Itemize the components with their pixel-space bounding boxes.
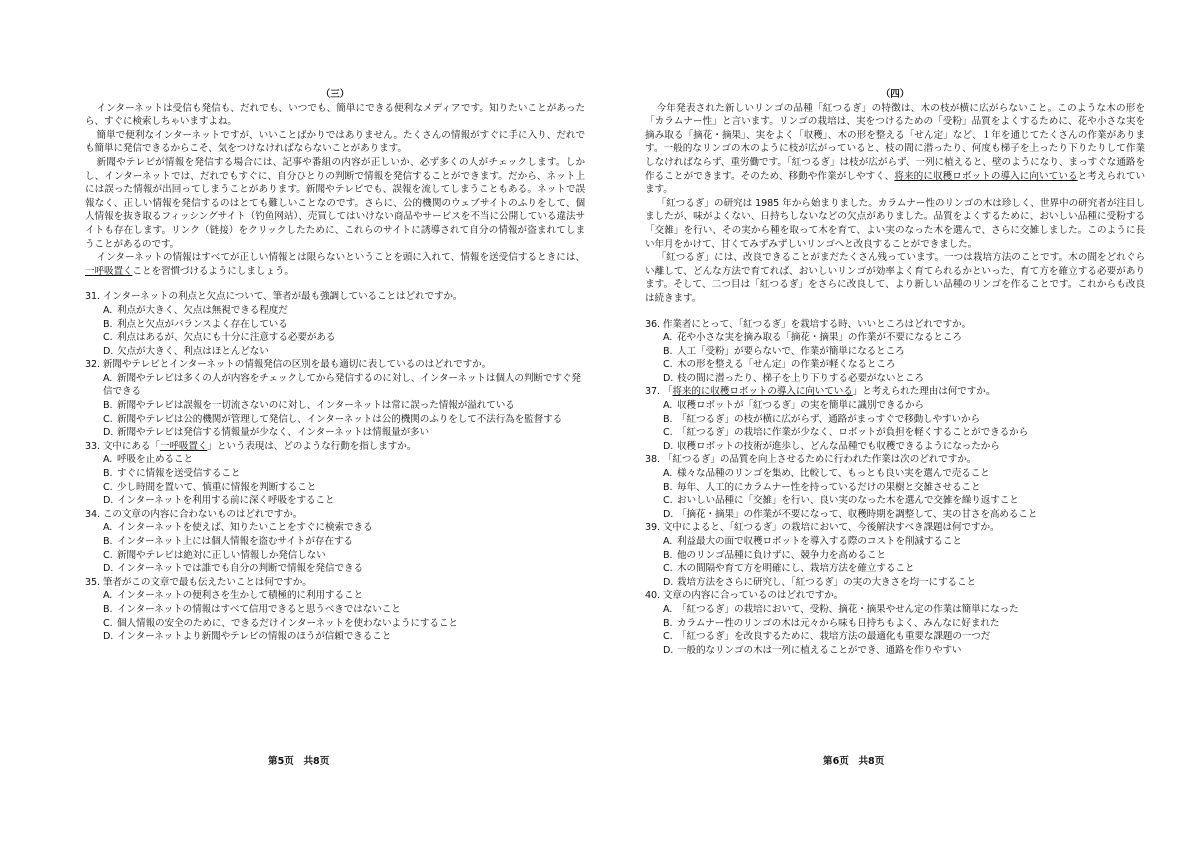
- text: 」と考えられた理由は何ですか。: [852, 386, 996, 398]
- option-key: D.: [103, 495, 114, 507]
- option-text: おいしい品種に「交雑」を行い、良い実のなった木を選んで交雑を繰り返すこと: [677, 495, 1019, 507]
- option-text: 「摘花・摘果」の作業が不要になって、収穫時期を調整して、実の甘さを高めること: [677, 508, 1038, 520]
- option-a[interactable]: [663, 535, 1145, 549]
- text: 」という表現は、どのような行動を指しますか。: [207, 440, 417, 452]
- option-key: B.: [663, 549, 673, 561]
- option-a[interactable]: [663, 603, 1145, 617]
- option-text: 新聞やテレビは多くの人が内容をチェックしてから発信するのに対し、インターネットは個人の判断ですぐ発信できる: [103, 372, 581, 398]
- underlined-phrase: 将来的に収穫ロボットの導入に向いている: [894, 170, 1078, 182]
- option-key: B.: [663, 617, 673, 629]
- option-text: インターネット上には個人情報を盗むサイトが存在する: [117, 536, 353, 547]
- option-c[interactable]: [663, 630, 1145, 644]
- option-text: 個人情報の安全のために、できるだけインターネットを使わないようにすること: [117, 617, 458, 629]
- option-key: A.: [103, 454, 113, 466]
- option-key: A.: [663, 536, 673, 547]
- option-text: 新聞やテレビは公的機関が管理して発信し、インターネットは公的機関のふりをして不法行為を監督する: [117, 413, 563, 425]
- text: インターネットの情報はすべてが正しい情報とは限らないということを頭に入れて、情報を送受信するときには、: [96, 252, 585, 264]
- option-key: C.: [663, 495, 673, 507]
- option-key: B.: [663, 345, 673, 357]
- page-number: 第6页 共8页: [823, 756, 885, 767]
- option-key: A.: [103, 372, 113, 384]
- option-key: C.: [663, 563, 673, 575]
- option-text: 栽培方法をさらに研究し、「紅つるぎ」の実の大きさを均一にすること: [677, 576, 976, 588]
- option-text: 「紅つるぎ」の栽培に作業が少なく、ロボットが負担を軽くすることができるから: [677, 427, 1029, 439]
- option-key: D.: [103, 631, 114, 643]
- option-b[interactable]: [663, 481, 1145, 495]
- question-36: 36. 作業者にとって、「紅つるぎ」を栽培する時、いいところはどれですか。: [645, 318, 972, 330]
- option-text: 呼吸を止めること: [117, 454, 193, 466]
- text: 33. 文中にある「: [85, 440, 160, 452]
- text: ことを習慣づけるようにしましょう。: [132, 265, 294, 277]
- question-34: 34. この文章の内容に合わないものはどれですか。: [85, 508, 303, 520]
- option-text: 新聞やテレビは誤報を一切流さないのに対し、インターネットは常に誤った情報が溢れている: [117, 400, 515, 412]
- option-key: C.: [103, 617, 113, 629]
- option-text: 「紅つるぎ」の枝が横に広がらず、通路がまっすぐで移動しやすいから: [677, 413, 981, 425]
- option-d[interactable]: [663, 440, 1145, 454]
- option-b[interactable]: [103, 399, 585, 413]
- option-text: 人工「受粉」が要らないで、作業が簡単になるところ: [677, 345, 905, 357]
- option-text: 花や小さな実を摘み取る「摘花・摘果」の作業が不要になるところ: [677, 332, 962, 344]
- underlined-phrase: 一呼吸置く: [159, 440, 208, 452]
- passage-paragraph: 「紅つるぎ」の研究は 1985 年から始まりました。カラムナー性のリンゴの木は珍しく、世界中の研究者が注目しましたが、味がよくない、日持ちしないなどの欠点がありました。品質をよくするために、おいしい品種に受粉する「交雑」を行い、その実から種を取って木を育て、よい実のなった木を選んで、さらに交雑しました。このように長い年月をかけて、甘くてみずみずしいリンゴへと改良することができました。: [645, 197, 1145, 250]
- option-a[interactable]: [103, 372, 585, 399]
- page-number: 第5页 共8页: [268, 756, 330, 767]
- right-page: [645, 88, 1145, 657]
- text: 37. 「: [645, 386, 673, 398]
- option-key: C.: [103, 481, 113, 493]
- option-d[interactable]: [103, 562, 585, 576]
- option-c[interactable]: [103, 481, 585, 495]
- option-text: 利点が大きく、欠点は無視できる程度だ: [117, 304, 288, 316]
- option-text: インターネットを利用する前に深く呼吸をすること: [117, 495, 335, 507]
- question-33: [85, 440, 585, 454]
- option-key: D.: [663, 508, 674, 520]
- option-text: 様々な品種のリンゴを集め、比較して、もっとも良い実を選んで売ること: [677, 468, 990, 480]
- option-text: 枝の間に潜ったり、梯子を上り下りする必要がないところ: [677, 372, 924, 384]
- option-c[interactable]: [103, 331, 585, 345]
- option-a[interactable]: [103, 453, 585, 467]
- option-c[interactable]: [663, 426, 1145, 440]
- question-32: 32. 新聞やテレビとインターネットの情報発信の区別を最も適切に表しているのはどれですか。: [85, 359, 492, 371]
- option-b[interactable]: [103, 318, 585, 332]
- option-key: C.: [663, 631, 673, 643]
- option-text: インターネットより新聞やテレビの情報のほうが信頼できること: [117, 631, 392, 643]
- option-b[interactable]: [663, 617, 1145, 631]
- option-text: 利点はあるが、欠点にも十分に注意する必要がある: [117, 332, 336, 344]
- option-key: C.: [663, 359, 673, 371]
- option-key: B.: [103, 536, 113, 547]
- question-35: 35. 筆者がこの文章で最も伝えたいことは何ですか。: [85, 576, 312, 588]
- option-text: 木の間隔や育て方を明確にし、栽培方法を確立すること: [677, 563, 915, 575]
- option-text: インターネットの情報はすべて信用できると思うべきではないこと: [117, 603, 401, 615]
- underlined-phrase: 一呼吸置く: [85, 265, 133, 277]
- question-39: 39. 文中によると、「紅つるぎ」の栽培において、今後解決すべき課題は何ですか。: [645, 522, 1000, 534]
- option-c[interactable]: [103, 617, 585, 631]
- option-key: D.: [103, 345, 114, 357]
- option-key: B.: [103, 318, 113, 330]
- option-key: A.: [663, 603, 673, 615]
- option-key: A.: [103, 304, 113, 316]
- option-a[interactable]: [663, 467, 1145, 481]
- question-37: [645, 385, 1145, 399]
- option-d[interactable]: [103, 630, 585, 644]
- option-key: D.: [663, 372, 674, 384]
- option-d[interactable]: [663, 644, 1145, 658]
- option-c[interactable]: [103, 549, 585, 563]
- option-b[interactable]: [103, 467, 585, 481]
- option-d[interactable]: [663, 372, 1145, 386]
- option-text: 「紅つるぎ」を改良するために、栽培方法の最適化も重要な課題の一つだ: [677, 631, 991, 643]
- option-text: 木の形を整える「せん定」の作業が軽くなるところ: [677, 359, 896, 371]
- option-text: すぐに情報を送受信すること: [117, 468, 241, 480]
- option-text: 新聞やテレビは絶対に正しい情報しか発信しない: [117, 549, 326, 561]
- option-key: A.: [103, 522, 113, 534]
- option-a[interactable]: [103, 304, 585, 318]
- option-text: 収穫ロボットの技術が進歩し、どんな品種でも収穫できるようになったから: [677, 440, 1000, 452]
- option-d[interactable]: [103, 426, 585, 440]
- option-b[interactable]: [663, 549, 1145, 563]
- option-key: C.: [663, 427, 673, 439]
- option-a[interactable]: [103, 589, 585, 603]
- passage-paragraph: インターネットは受信も発信も、だれでも、いつでも、簡単にできる便利なメディアです。知りたいことがあったら、すぐに検索しちゃいますよね。: [85, 102, 585, 128]
- option-key: D.: [103, 563, 114, 575]
- underlined-phrase: 将来的に収穫ロボットの導入に向いている: [672, 386, 853, 398]
- option-key: C.: [103, 549, 113, 561]
- passage-paragraph: 新聞やテレビが情報を発信する場合には、記事や番組の内容が正しいか、必ず多くの人がチェックします。しかし、インターネットでは、だれでもすぐに、自分ひとりの判断で情報を発信することができます。だから、ネット上には誤った情報が出回ってしまうことがあります。新聞やテレビでも、誤報を流してしまうこともある。ネットで誤報なく、正しい情報を発信するのはとても難しいことなのです。さらに、公的機関のウェブサイトのふりをして、個人情報を抜き取るフィッシングサイト（钓鱼网站）、売買してはいけない商品やサービスを不当に公開している違法サイトも存在します。リンク（链接）をクリックしたために、これらのサイトに誘導されて自分の情報が盗まれてしまうことがあるのです。: [85, 156, 585, 250]
- option-text: 利益最大の面で収穫ロボットを導入する際のコストを削減すること: [677, 536, 962, 547]
- option-c[interactable]: [103, 413, 585, 427]
- option-key: B.: [663, 413, 673, 425]
- option-key: C.: [103, 332, 113, 344]
- question-list: [85, 290, 585, 643]
- option-key: D.: [663, 576, 674, 588]
- option-b[interactable]: [663, 345, 1145, 359]
- question-40: 40. 文章の内容に合っているのはどれですか。: [645, 590, 844, 602]
- option-key: C.: [103, 413, 113, 425]
- option-key: B.: [663, 481, 673, 493]
- option-b[interactable]: [103, 603, 585, 617]
- option-c[interactable]: [663, 358, 1145, 372]
- option-text: 新聞やテレビは発信する情報量が少なく、インターネットは情報量が多い: [117, 427, 430, 439]
- option-key: A.: [103, 590, 113, 602]
- text: と考えられています。: [645, 170, 1145, 196]
- option-d[interactable]: [103, 494, 585, 508]
- option-c[interactable]: [663, 494, 1145, 508]
- option-key: B.: [103, 400, 113, 412]
- option-key: A.: [663, 468, 673, 480]
- passage-paragraph: 「紅つるぎ」には、改良できることがまだたくさん残っています。一つは栽培方法のことです。木の間をどれぐらい離して、どんな方法で育てれば、おいしいリンゴが効率よく育てられるかといった、育て方を確立する必要があります。そして、二つ目は「紅つるぎ」をさらに改良して、より新しい品種のリンゴを作ることです。これからも改良は続きます。: [645, 252, 1145, 304]
- option-key: B.: [103, 603, 113, 615]
- option-text: 欠点が大きく、利点はほとんどない: [117, 345, 269, 357]
- passage-paragraph: [85, 251, 585, 278]
- option-text: インターネットの便利さを生かして積極的に利用すること: [117, 590, 363, 602]
- option-d[interactable]: [663, 576, 1145, 590]
- option-text: カラムナー性のリンゴの木は元々から味も日持ちもよく、みんなに好まれた: [677, 617, 1000, 629]
- option-key: D.: [663, 644, 674, 656]
- section-title-4: （四）: [880, 89, 910, 100]
- question-31: 31. インターネットの利点と欠点について、筆者が最も強調していることはどれですか。: [85, 291, 463, 303]
- option-b[interactable]: [663, 413, 1145, 427]
- left-page: [85, 88, 585, 644]
- option-c[interactable]: [663, 562, 1145, 576]
- question-list: [645, 318, 1145, 658]
- option-key: A.: [663, 332, 673, 344]
- question-38: 38. 「紅つるぎ」の品質を向上させるために行われた作業は次のどれですか。: [645, 454, 977, 466]
- option-b[interactable]: [103, 535, 585, 549]
- text: 今年発表された新しいリンゴの品種「紅つるぎ」の特徴は、木の枝が横に広がらないこと。このような木の形を「カラムナー性」と言います。リンゴの栽培は、実をつけるための「受粉」品質をよくするために、花や小さな実を摘み取る「摘花・摘果」、実をよく「収穫」、木の形を整える「せん定」など、１年を通じてたくさんの作業があります。一般的なリンゴの木のように枝が広がっていると、枝の間に潜ったり、何度も梯子を上ったり下りたりして作業しなければならず、重労働です。「紅つるぎ」は枝が広がらず、一列に植えると、壁のようになり、まっすぐな通路を作ることができます。そのため、移動や作業がしやすく、: [645, 102, 1145, 182]
- option-d[interactable]: [663, 508, 1145, 522]
- option-text: 他のリンゴ品種に負けずに、競争力を高めること: [677, 549, 886, 561]
- option-a[interactable]: [663, 331, 1145, 345]
- option-a[interactable]: [103, 521, 585, 535]
- option-key: D.: [103, 427, 114, 439]
- option-key: A.: [663, 400, 673, 412]
- option-text: インターネットを使えば、知りたいことをすぐに検索できる: [117, 522, 373, 534]
- option-a[interactable]: [663, 399, 1145, 413]
- option-text: 一般的なリンゴの木は一列に植えることができ、通路を作りやすい: [677, 644, 962, 656]
- section-title-3: （三）: [320, 89, 350, 100]
- passage-paragraph: [645, 102, 1145, 197]
- option-text: 毎年、人工的にカラムナー性を持っているだけの果樹と交雑させること: [677, 481, 981, 493]
- option-text: 「紅つるぎ」の栽培において、受粉、摘花・摘果やせん定の作業は簡単になった: [677, 603, 1019, 615]
- passage-paragraph: 簡単で便利なインターネットですが、いいことばかりではありません。たくさんの情報がすぐに手に入り、だれでも簡単に発信できるからこそ、気をつけなければならないことがあります。: [85, 129, 585, 155]
- option-key: B.: [103, 468, 113, 480]
- option-d[interactable]: [103, 345, 585, 359]
- option-text: 利点と欠点がバランスよく存在している: [117, 318, 288, 330]
- option-key: D.: [663, 440, 674, 452]
- option-text: インターネットでは誰でも自分の判断で情報を発信できる: [117, 563, 363, 575]
- option-text: 少し時間を置いて、慎重に情報を判断すること: [117, 481, 317, 493]
- option-text: 収穫ロボットが「紅つるぎ」の実を簡単に識別できるから: [677, 400, 924, 412]
